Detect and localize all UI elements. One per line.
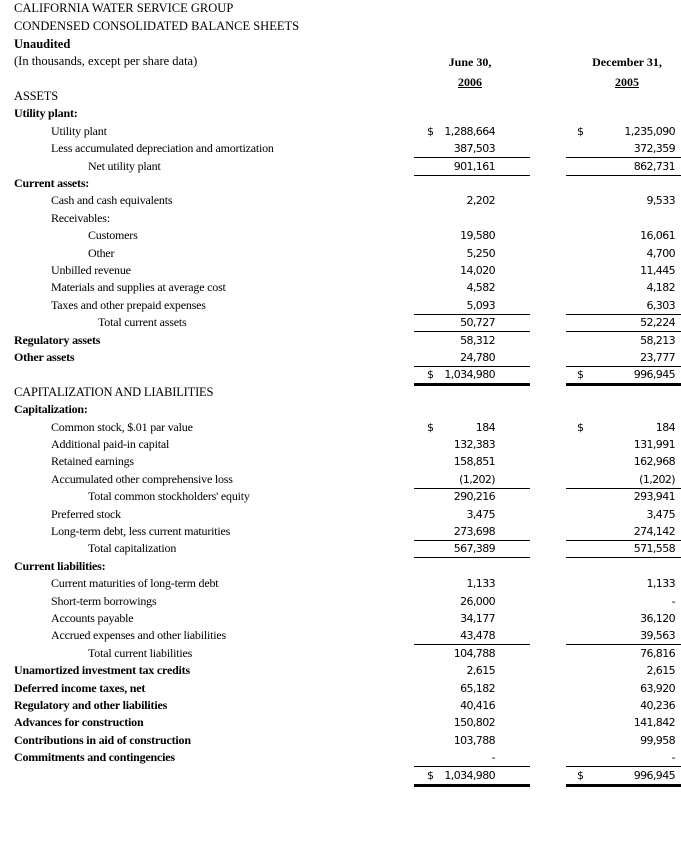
- row-label: Advances for construction: [14, 715, 144, 730]
- table-row: [0, 227, 681, 244]
- statement-title: CONDENSED CONSOLIDATED BALANCE SHEETS: [14, 19, 300, 33]
- row-label: Unamortized investment tax credits: [14, 663, 190, 678]
- row-label: Receivables:: [51, 210, 110, 225]
- value-2005: 36,120: [640, 612, 675, 625]
- row-label: Regulatory and other liabilities: [14, 698, 168, 712]
- row-label: Accrued expenses and other liabilities: [51, 628, 227, 643]
- table-row: [0, 749, 681, 766]
- table-row: [0, 123, 681, 140]
- value-2006: 40,416: [460, 699, 495, 712]
- currency-symbol: $: [577, 124, 584, 138]
- value-2006: (1,202): [459, 472, 495, 486]
- row-label: Retained earnings: [51, 454, 134, 469]
- table-row: [0, 279, 681, 296]
- value-2006: 1,133: [466, 577, 495, 591]
- value-2006: 184: [475, 420, 495, 434]
- value-2006: 5,250: [466, 246, 495, 260]
- value-2006: 14,020: [460, 264, 495, 277]
- row-label: Total current assets: [98, 315, 187, 330]
- value-2006: 24,780: [460, 351, 495, 364]
- row-label: ASSETS: [14, 89, 58, 103]
- value-2006: 103,788: [453, 733, 495, 747]
- table-row: [0, 610, 681, 627]
- value-2005: 23,777: [640, 351, 675, 364]
- value-2006: 58,312: [460, 333, 495, 347]
- table-row: [0, 558, 681, 575]
- value-2005: 141,842: [633, 716, 675, 730]
- row-label: Preferred stock: [51, 506, 121, 521]
- value-2006: 34,177: [460, 612, 495, 625]
- row-label: Less accumulated depreciation and amortization: [51, 141, 274, 156]
- row-label: Customers: [88, 228, 138, 243]
- value-2005: 996,945: [633, 768, 675, 782]
- table-row: [0, 419, 681, 436]
- table-row: [0, 384, 681, 401]
- table-row: [0, 627, 681, 644]
- value-2005: 11,445: [640, 264, 675, 277]
- value-2005: 39,563: [640, 629, 675, 643]
- column-date: June 30,: [448, 55, 492, 69]
- value-2006: 50,727: [460, 316, 495, 330]
- value-2006: 1,288,664: [444, 124, 495, 138]
- value-2005: 1,235,090: [624, 124, 675, 138]
- row-label: Total current liabilities: [88, 645, 193, 660]
- value-2006: 387,503: [453, 142, 495, 156]
- row-label: Short-term borrowings: [51, 593, 157, 608]
- row-label: Deferred income taxes, net: [14, 680, 146, 695]
- column-header-2006: [420, 52, 520, 92]
- currency-symbol: $: [577, 420, 584, 434]
- value-2005: 996,945: [633, 368, 675, 382]
- value-2006: 5,093: [466, 298, 495, 312]
- column-header-2005: [567, 52, 681, 92]
- audit-status: Unaudited: [14, 37, 71, 51]
- company-name: CALIFORNIA WATER SERVICE GROUP: [14, 1, 234, 15]
- currency-symbol: $: [427, 768, 434, 782]
- value-2006: 901,161: [453, 159, 495, 173]
- units-note: (In thousands, except per share data): [14, 54, 198, 68]
- value-2006: 1,034,980: [444, 368, 495, 382]
- value-2006: 65,182: [460, 681, 495, 695]
- value-2005: 58,213: [640, 333, 675, 347]
- row-label: Commitments and contingencies: [14, 750, 175, 765]
- table-row: [0, 192, 681, 209]
- table-row: [0, 245, 681, 262]
- value-2005: 9,533: [646, 194, 675, 208]
- table-row: [0, 662, 681, 679]
- table-row: [0, 488, 681, 505]
- row-label: Total common stockholders' equity: [88, 489, 250, 504]
- value-2005: 52,224: [640, 316, 675, 330]
- table-row: [0, 332, 681, 349]
- value-2006: 132,383: [453, 438, 495, 451]
- row-label: Cash and cash equivalents: [51, 193, 173, 208]
- row-label: Unbilled revenue: [51, 263, 131, 277]
- column-year: 2006: [458, 75, 482, 89]
- table-row: [0, 158, 681, 175]
- value-2005: 99,958: [640, 733, 675, 747]
- value-2005: 862,731: [633, 159, 675, 173]
- table-row: [0, 540, 681, 557]
- table-row: [0, 645, 681, 662]
- value-2005: 1,133: [646, 577, 675, 591]
- value-2005: 16,061: [640, 229, 675, 243]
- currency-symbol: $: [577, 368, 584, 382]
- row-label: CAPITALIZATION AND LIABILITIES: [14, 384, 214, 399]
- value-2006: 158,851: [453, 455, 495, 469]
- row-label: Taxes and other prepaid expenses: [51, 297, 206, 312]
- row-label: Long-term debt, less current maturities: [51, 524, 231, 538]
- value-2006: 43,478: [460, 629, 495, 643]
- value-2006: 3,475: [466, 507, 495, 521]
- total-double-rule: [414, 784, 530, 787]
- row-label: Common stock, $.01 par value: [51, 419, 193, 434]
- table-row: [0, 175, 681, 192]
- column-date: December 31,: [592, 55, 662, 69]
- value-2006: 4,582: [466, 281, 495, 295]
- value-2006: 273,698: [453, 525, 495, 538]
- table-row: [0, 210, 681, 227]
- value-2006: 26,000: [460, 594, 495, 608]
- value-2005: 571,558: [633, 542, 675, 556]
- currency-symbol: $: [427, 124, 434, 138]
- table-row: [0, 575, 681, 592]
- row-label: Accumulated other comprehensive loss: [51, 471, 233, 486]
- value-2006: 104,788: [453, 646, 495, 660]
- value-2005: 372,359: [633, 142, 675, 156]
- table-row: [0, 732, 681, 749]
- value-2006: 290,216: [453, 490, 495, 504]
- table-row: [0, 714, 681, 731]
- value-2005: 6,303: [646, 298, 675, 312]
- table-row: [0, 523, 681, 540]
- value-2005: (1,202): [639, 472, 675, 486]
- row-label: Contributions in aid of construction: [14, 732, 191, 747]
- table-row: [0, 767, 681, 784]
- row-label: Net utility plant: [88, 158, 161, 173]
- row-label: Accounts payable: [51, 611, 134, 625]
- table-row: [0, 453, 681, 470]
- currency-symbol: $: [427, 420, 434, 434]
- value-2005: 76,816: [640, 646, 675, 660]
- row-label: Current liabilities:: [14, 558, 106, 573]
- table-row: [0, 436, 681, 453]
- table-row: [0, 140, 681, 157]
- currency-symbol: $: [427, 368, 434, 382]
- table-row: [0, 366, 681, 383]
- value-2005: 4,182: [646, 281, 675, 295]
- table-row: [0, 471, 681, 488]
- row-label: Current maturities of long-term debt: [51, 576, 219, 591]
- table-row: [0, 349, 681, 366]
- column-year: 2005: [615, 75, 639, 89]
- currency-symbol: $: [577, 768, 584, 782]
- row-label: Other assets: [14, 350, 75, 364]
- value-2005: 2,615: [646, 664, 675, 678]
- value-2006: 1,034,980: [444, 768, 495, 782]
- table-row: [0, 506, 681, 523]
- table-row: [0, 401, 681, 418]
- table-row: [0, 314, 681, 331]
- table-row: [0, 105, 681, 122]
- total-double-rule: [566, 784, 681, 787]
- value-2005: 63,920: [640, 681, 675, 695]
- table-row: [0, 680, 681, 697]
- value-2005: 274,142: [633, 525, 675, 538]
- row-label: Other: [88, 245, 115, 260]
- row-label: Materials and supplies at average cost: [51, 280, 226, 295]
- table-row: [0, 88, 681, 105]
- value-2006: 2,202: [466, 194, 495, 208]
- row-label: Total capitalization: [88, 541, 177, 556]
- row-label: Utility plant:: [14, 106, 78, 121]
- row-label: Current assets:: [14, 176, 90, 190]
- value-2005: 184: [655, 420, 675, 434]
- value-2005: 40,236: [640, 699, 675, 712]
- table-row: [0, 297, 681, 314]
- value-2005: -: [671, 751, 675, 765]
- value-2005: -: [671, 594, 675, 608]
- value-2005: 4,700: [646, 246, 675, 260]
- value-2006: 19,580: [460, 229, 495, 243]
- row-label: Utility plant: [51, 123, 107, 138]
- value-2006: -: [491, 751, 495, 765]
- value-2006: 567,389: [453, 542, 495, 556]
- value-2005: 293,941: [633, 490, 675, 504]
- table-row: [0, 593, 681, 610]
- row-label: Additional paid-in capital: [51, 437, 170, 451]
- value-2006: 150,802: [453, 716, 495, 730]
- row-label: Capitalization:: [14, 402, 88, 417]
- value-2005: 162,968: [633, 455, 675, 469]
- value-2005: 131,991: [633, 438, 675, 451]
- table-row: [0, 262, 681, 279]
- row-label: Regulatory assets: [14, 332, 101, 347]
- value-2005: 3,475: [646, 507, 675, 521]
- value-2006: 2,615: [466, 664, 495, 678]
- table-row: [0, 697, 681, 714]
